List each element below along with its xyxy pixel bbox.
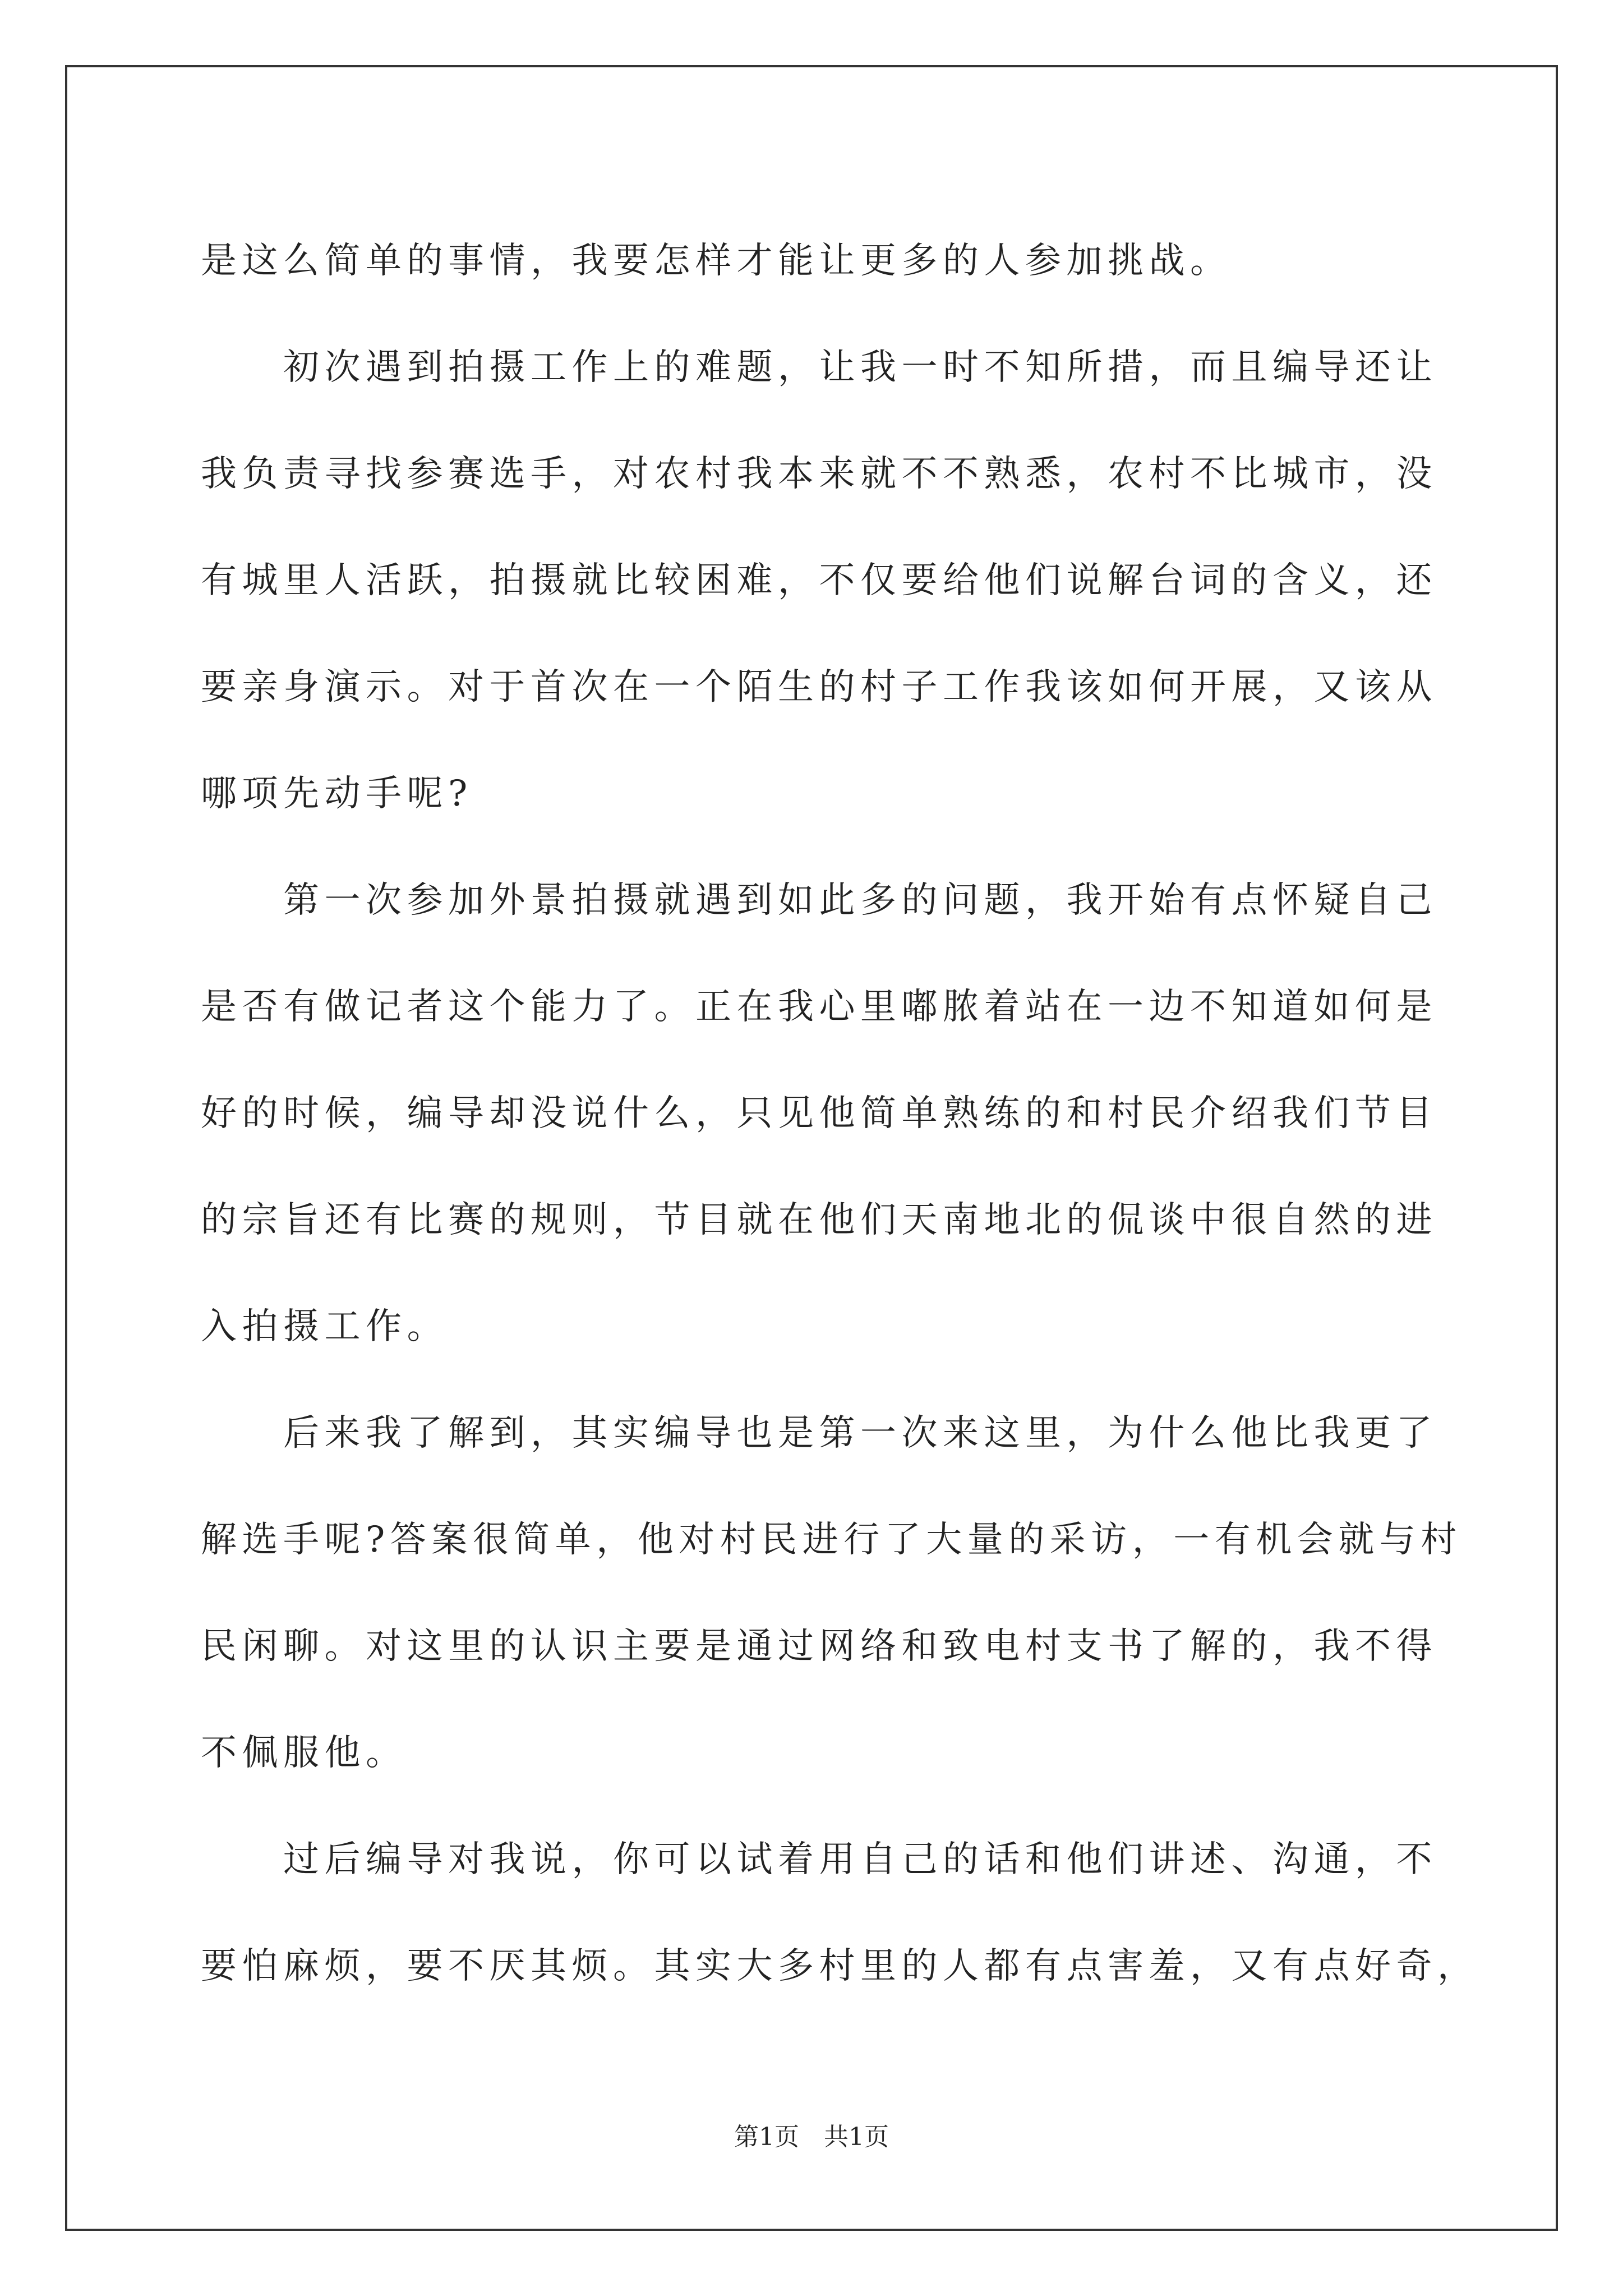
- text-line: 要亲身演示。对于首次在一个陌生的村子工作我该如何开展，又该从: [201, 666, 1437, 708]
- document-body: [201, 208, 1479, 2019]
- text-line: 有城里人活跃，拍摄就比较困难，不仅要给他们说解台词的含义，还: [201, 560, 1437, 601]
- text-line: 是这么简单的事情，我要怎样才能让更多的人参加挑战。: [201, 240, 1232, 282]
- text-line: 过后编导对我说，你可以试着用自己的话和他们讲述、沟通，不: [201, 1839, 1437, 1880]
- text-line: 初次遇到拍摄工作上的难题，让我一时不知所措，而且编导还让: [201, 347, 1437, 388]
- text-line: 民闲聊。对这里的认识主要是通过网络和致电村支书了解的，我不得: [201, 1626, 1437, 1667]
- text-line: 第一次参加外景拍摄就遇到如此多的问题，我开始有点怀疑自己: [201, 880, 1437, 921]
- text-line: 的宗旨还有比赛的规则，节目就在他们天南地北的侃谈中很自然的进: [201, 1199, 1437, 1241]
- text-line: 不佩服他。: [201, 1732, 407, 1774]
- text-line: 入拍摄工作。: [201, 1306, 448, 1347]
- text-line: 好的时候，编导却没说什么，只见他简单熟练的和村民介绍我们节目: [201, 1093, 1437, 1134]
- text-line: 后来我了解到，其实编导也是第一次来这里，为什么他比我更了: [201, 1412, 1437, 1454]
- text-line: 我负责寻找参赛选手，对农村我本来就不不熟悉，农村不比城市，没: [201, 453, 1437, 495]
- page-footer: [0, 2120, 1623, 2154]
- text-line: 解选手呢?答案很简单，他对村民进行了大量的采访，一有机会就与村: [201, 1519, 1462, 1561]
- text-line: 要怕麻烦，要不厌其烦。其实大多村里的人都有点害羞，又有点好奇，: [201, 1945, 1479, 1987]
- text-line: 哪项先动手呢?: [201, 773, 473, 815]
- page-number: 第1页 共1页: [734, 2123, 889, 2151]
- text-line: 是否有做记者这个能力了。正在我心里嘟脓着站在一边不知道如何是: [201, 986, 1437, 1028]
